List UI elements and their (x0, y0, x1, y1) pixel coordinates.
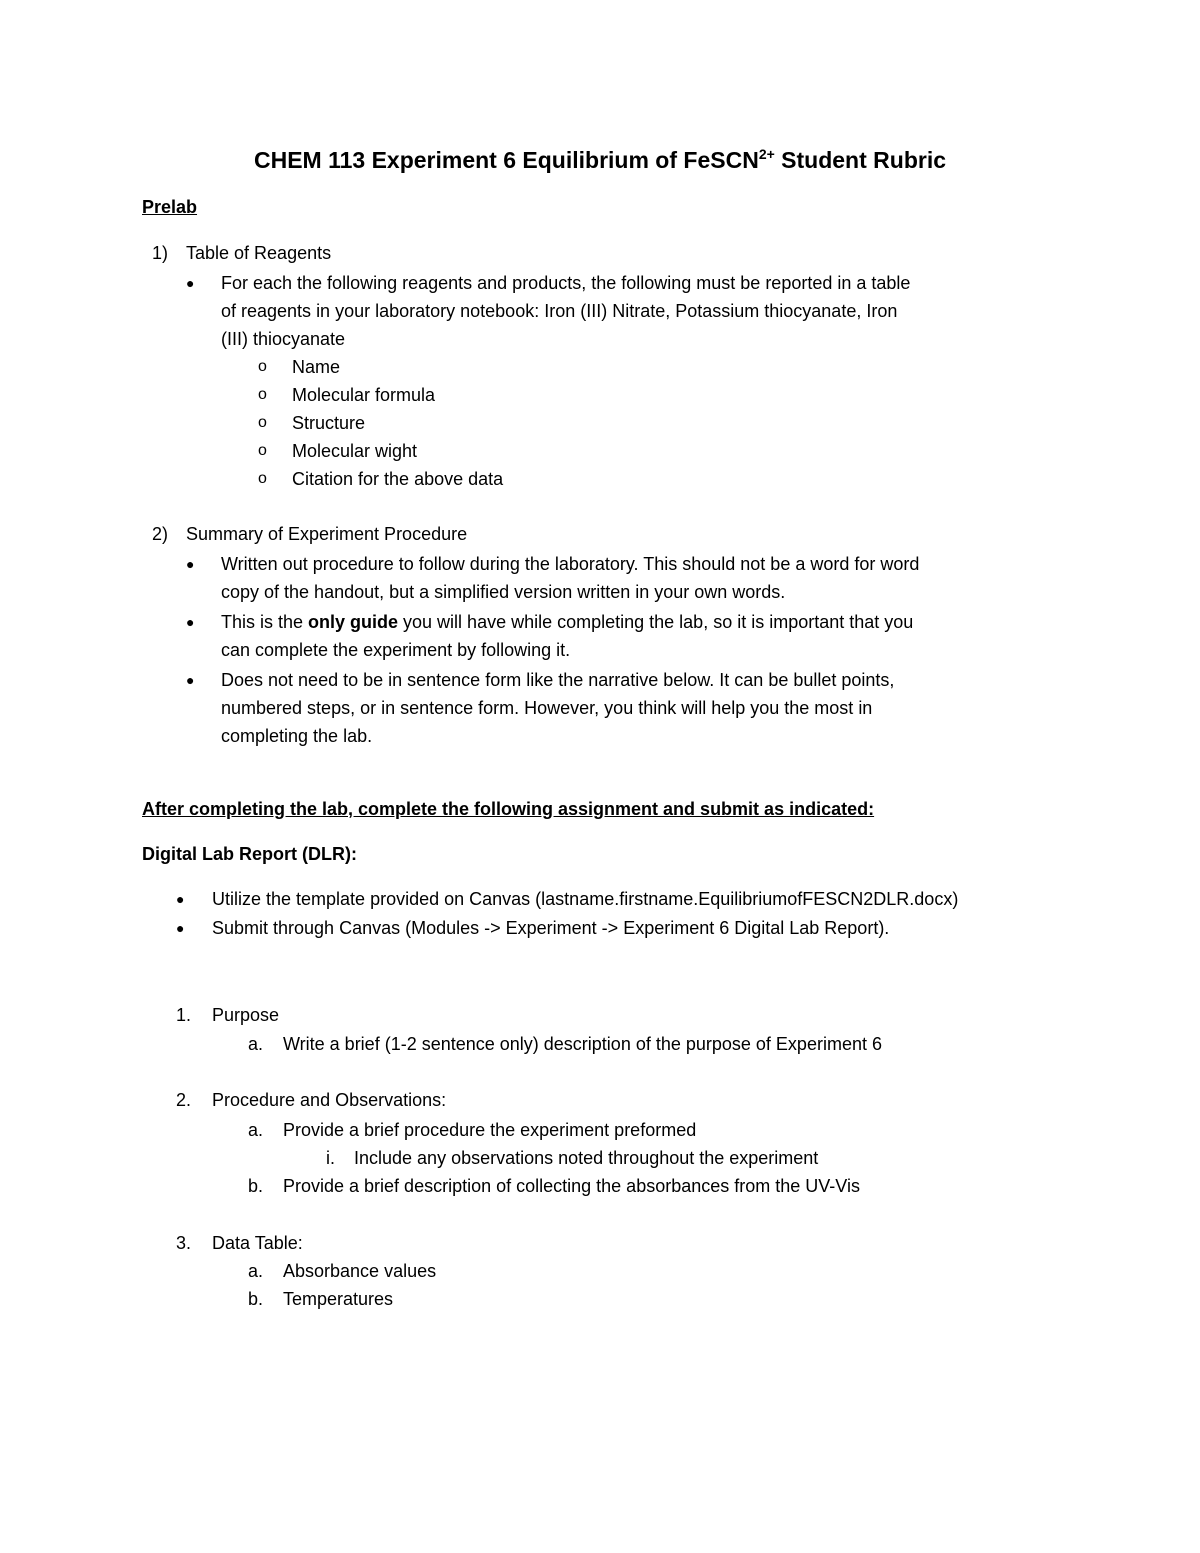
item2-bullet3-line-3: completing the lab. (221, 726, 373, 746)
item2-number: 2) (152, 524, 169, 544)
prelab-heading: Prelab (142, 197, 198, 217)
section3-number: 3. (176, 1233, 192, 1253)
sub-marker: o (258, 470, 267, 487)
item1-number: 1) (152, 243, 169, 263)
sub-marker: o (258, 358, 267, 375)
item2-bullet2-line-1 (221, 608, 913, 636)
section2-b-marker: b. (248, 1176, 264, 1196)
section2-a-text: Provide a brief procedure the experiment preformed (283, 1120, 697, 1140)
bullet-icon: ● (176, 920, 185, 936)
sub-marker: o (258, 414, 267, 431)
bullet2-post: you will have while completing the lab, so it is important that you (398, 612, 914, 632)
section2-b-text: Provide a brief description of collecting the absorbances from the UV-Vis (283, 1176, 860, 1196)
bullet-icon: ● (176, 891, 185, 907)
item1-bullet-line-1: For each the following reagents and products, the following must be reported in a table (221, 273, 911, 293)
bullet2-bold: only guide (308, 612, 399, 632)
sub-item-citation: Citation for the above data (292, 469, 504, 489)
item2-bullet2-line-2: can complete the experiment by following it. (221, 640, 571, 660)
section3-a-text: Absorbance values (283, 1261, 437, 1281)
dlr-heading: Digital Lab Report (DLR): (142, 844, 357, 864)
item1-label: Table of Reagents (186, 243, 332, 263)
item2-bullet1-line-2: copy of the handout, but a simplified version written in your own words. (221, 582, 786, 602)
bullet2-pre: This is the (221, 612, 309, 632)
bullet-icon: ● (186, 614, 195, 630)
sub-item-structure: Structure (292, 413, 366, 433)
section2-ai-marker: i. (326, 1148, 335, 1168)
item2-label: Summary of Experiment Procedure (186, 524, 468, 544)
dlr-bullet-template: Utilize the template provided on Canvas (lastname.firstname.EquilibriumofFESCN2DLR.docx) (212, 889, 959, 909)
bullet-icon: ● (186, 556, 195, 572)
title-text: CHEM 113 Experiment 6 Equilibrium of FeSCN (253, 147, 759, 173)
sub-item-name: Name (292, 357, 341, 377)
bullet-icon: ● (186, 672, 195, 688)
item2-bullet3-line-1: Does not need to be in sentence form like the narrative below. It can be bullet points, (221, 670, 895, 690)
page-title (0, 144, 1200, 176)
section3-b-marker: b. (248, 1289, 264, 1309)
item2-bullet1-line-1: Written out procedure to follow during the laboratory. This should not be a word for word (221, 554, 920, 574)
sub-marker: o (258, 442, 267, 459)
sub-marker: o (258, 386, 267, 403)
section1-label: Purpose (212, 1005, 280, 1025)
section1-number: 1. (176, 1005, 192, 1025)
section3-a-marker: a. (248, 1261, 264, 1281)
after-lab-heading: After completing the lab, complete the following assignment and submit as indicated: (142, 799, 875, 819)
section1-a-text: Write a brief (1-2 sentence only) description of the purpose of Experiment 6 (283, 1034, 882, 1054)
title-tail: Student Rubric (774, 147, 947, 173)
section3-label: Data Table: (212, 1233, 303, 1253)
sub-item-formula: Molecular formula (292, 385, 436, 405)
section3-b-text: Temperatures (283, 1289, 394, 1309)
dlr-bullet-submit: Submit through Canvas (Modules -> Experiment -> Experiment 6 Digital Lab Report). (212, 918, 890, 938)
section2-ai-text: Include any observations noted throughout the experiment (354, 1148, 819, 1168)
bullet-icon: ● (186, 275, 195, 291)
section2-label: Procedure and Observations: (212, 1090, 447, 1110)
item1-bullet-line-2: of reagents in your laboratory notebook: Iron (III) Nitrate, Potassium thiocyanate, Iron (221, 301, 898, 321)
item1-bullet-line-3: (III) thiocyanate (221, 329, 346, 349)
item2-bullet3-line-2: numbered steps, or in sentence form. However, you think will help you the most in (221, 698, 873, 718)
sub-item-weight: Molecular wight (292, 441, 418, 461)
title-superscript: 2+ (758, 146, 775, 162)
section2-number: 2. (176, 1090, 192, 1110)
section1-a-marker: a. (248, 1034, 264, 1054)
section2-a-marker: a. (248, 1120, 264, 1140)
